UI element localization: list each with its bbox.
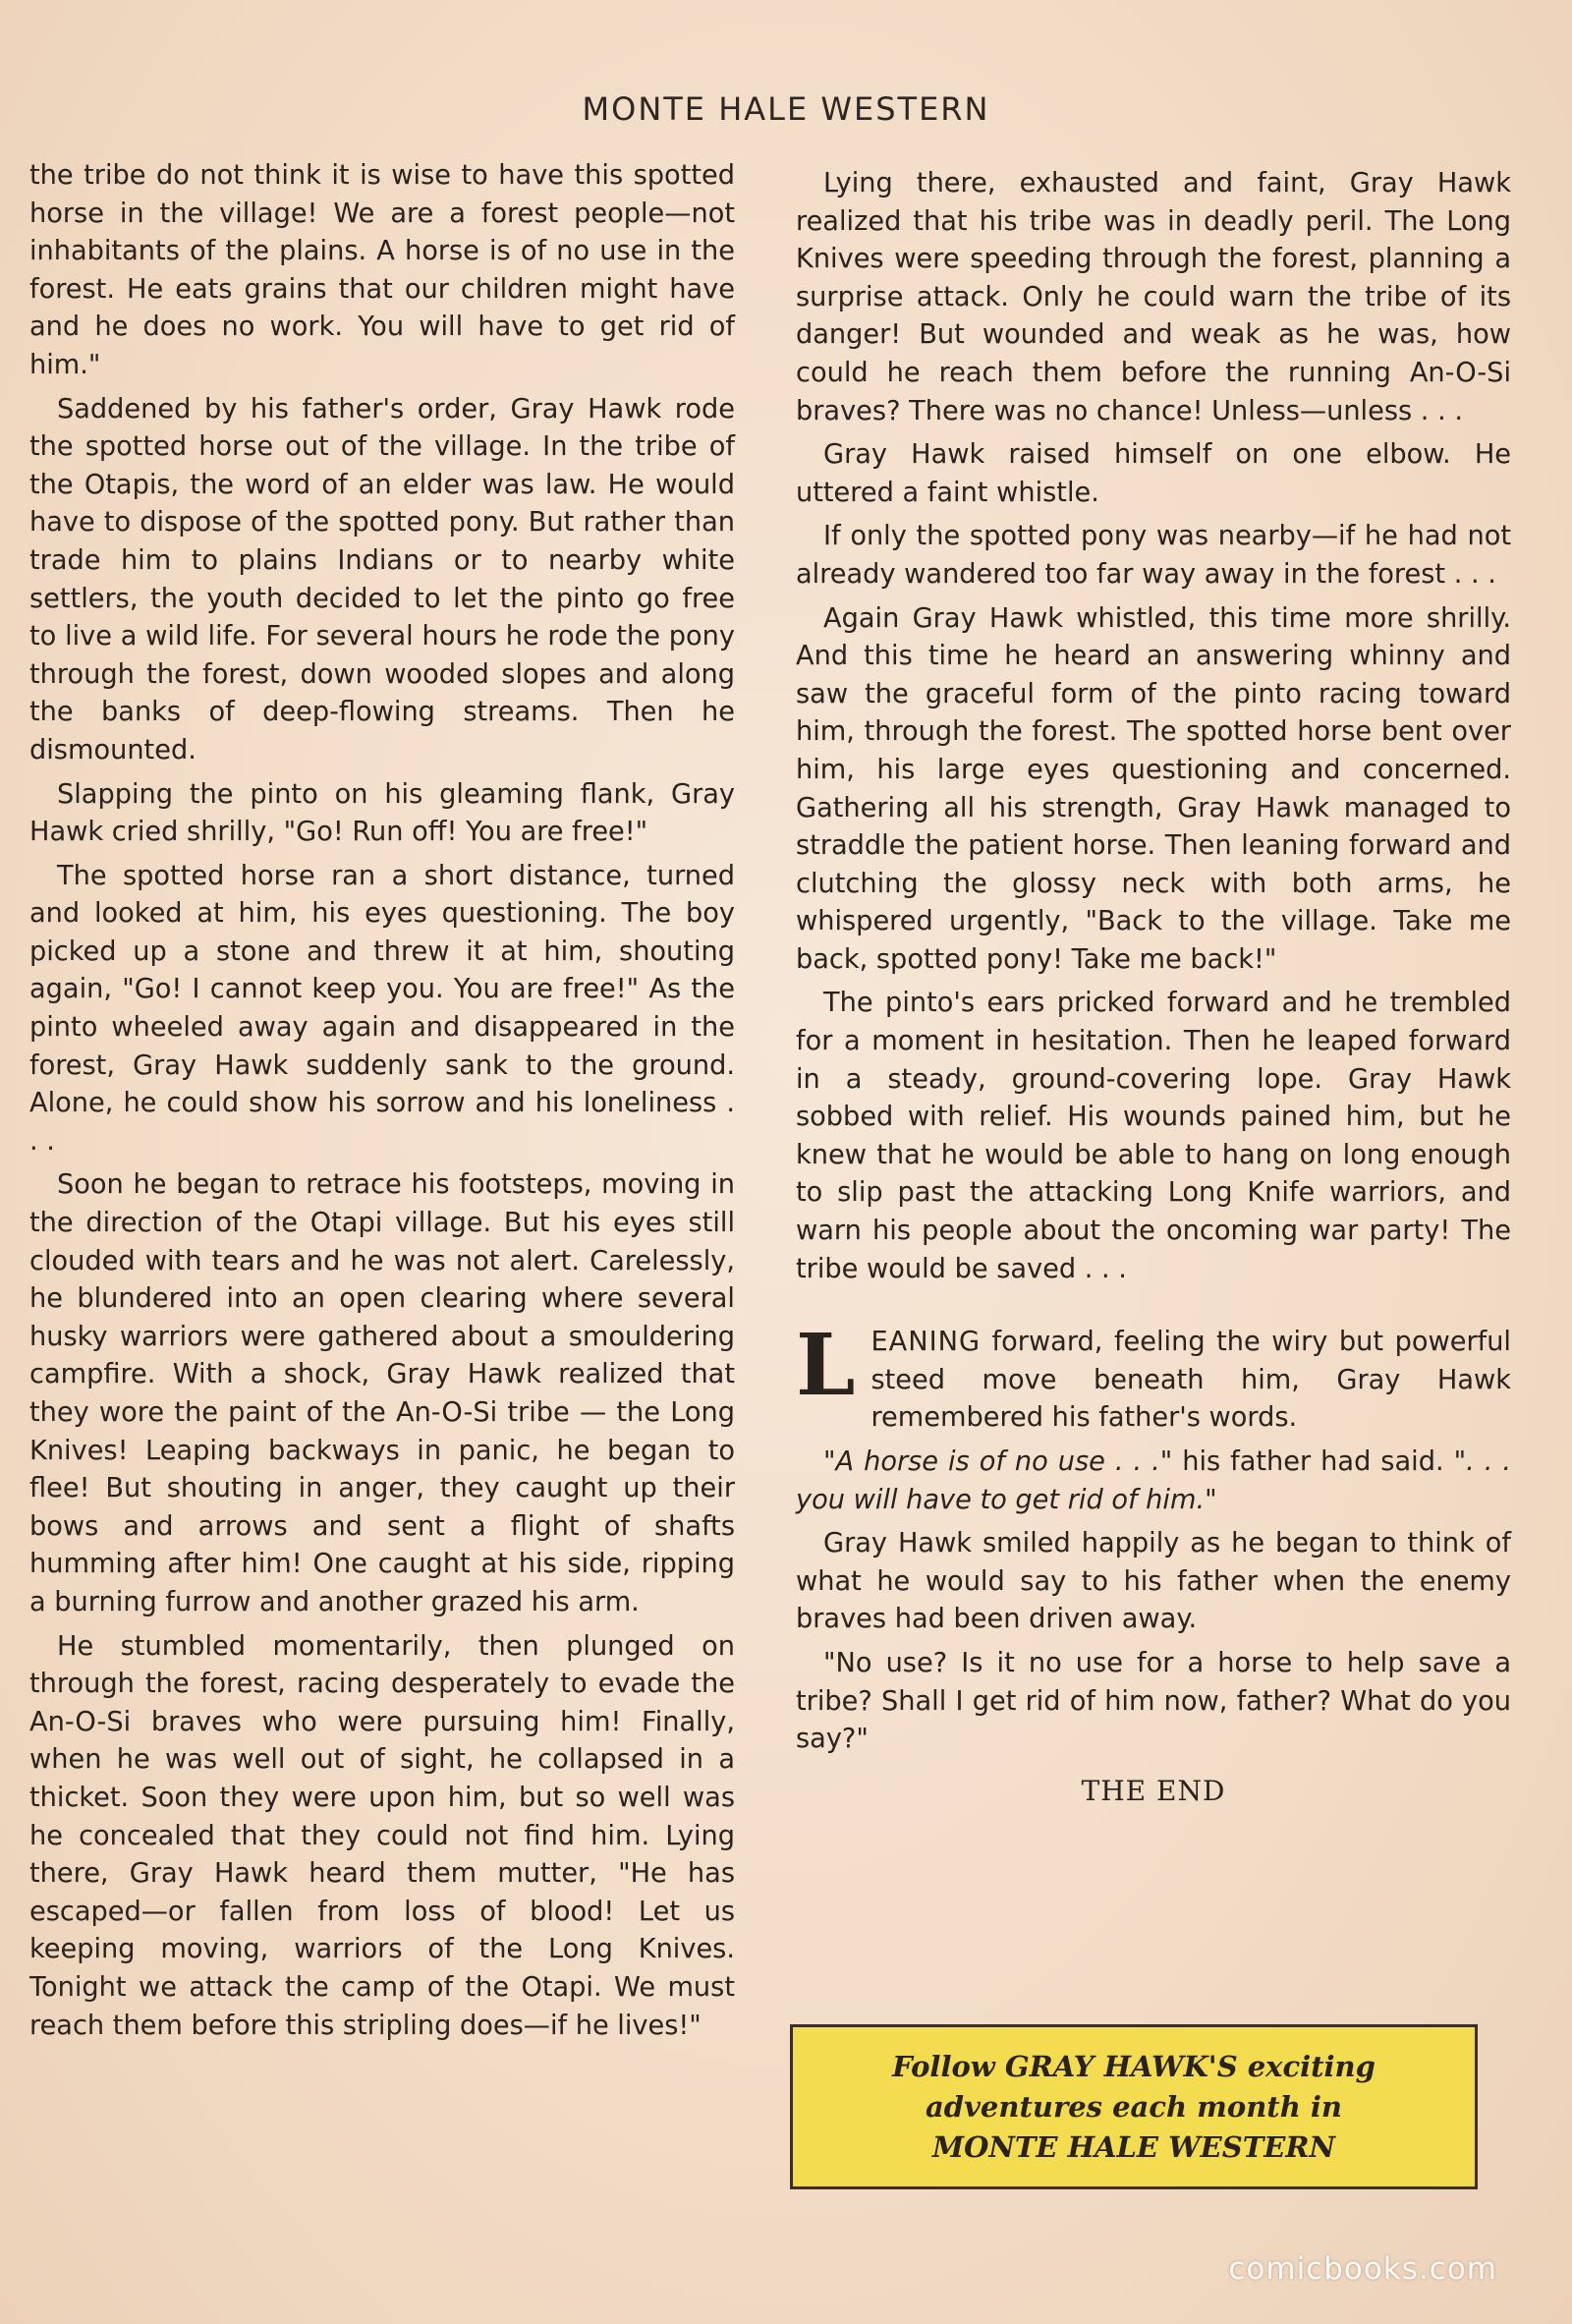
- dropcap-paragraph-text: forward, feeling the wiry but powerful steed move beneath him, Gray Hawk remembered his father's words.: [870, 1327, 1511, 1434]
- paragraph: If only the spotted pony was nearby—if he had not already wandered too far way away in the forest . . .: [796, 521, 1511, 590]
- paragraph: Saddened by his father's order, Gray Hawk rode the spotted horse out of the village. In the tribe of the Otapis, the word of an elder was law. He would have to dispose of the spotted pony. But rather than trade him to plains Indians or to nearby white settlers, the youth decided to let the pinto go free to live a wild life. For several hours he rode the pony through the forest, down wooded slopes and along the banks of deep-flowing streams. Then he dismounted.: [29, 393, 735, 765]
- paragraph: Gray Hawk smiled happily as he began to think of what he would say to his father when the enemy braves had been driven away.: [796, 1528, 1511, 1635]
- paragraph: Soon he began to retrace his footsteps, moving in the direction of the Otapi village. But his eyes still clouded with tears and he was not alert. Carelessly, he blundered into an open clearing where several husky warriors were gathered about a smouldering campfire. With a shock, Gray Hawk realized that they wore the paint of the An-O-Si tribe — the Long Knives! Leaping backways in panic, he began to flee! But shouting in anger, they caught up their bows and arrows and sent a flight of shafts humming after him! One caught at his side, ripping a burning furrow and another grazed his arm.: [29, 1169, 735, 1617]
- left-text-column: [29, 157, 735, 2051]
- drop-cap-letter: L: [796, 1316, 856, 1416]
- promo-line: Follow GRAY HAWK'S exciting: [892, 2049, 1376, 2083]
- italic-quote: "A horse is of no use . . .": [823, 1446, 1173, 1477]
- watermark: comicbooks.com: [1228, 2251, 1497, 2287]
- right-text-column: [796, 165, 1511, 1810]
- paragraph: The spotted horse ran a short distance, turned and looked at him, his eyes questioning. The boy picked up a stone and threw it at him, shouting again, "Go! I cannot keep you. You are free!" As the pinto wheeled away again and disappeared in the forest, Gray Hawk suddenly sank to the ground. Alone, he could show his sorrow and his loneliness . . .: [29, 860, 735, 1157]
- paragraph: Lying there, exhausted and faint, Gray Hawk realized that his tribe was in deadly peril. The Long Knives were speeding through the forest, planning a surprise attack. Only he could warn the tribe of its danger! But wounded and weak as he was, how could he reach them before the running An-O-Si braves? There was no chance! Unless—unless . . .: [796, 168, 1511, 426]
- paragraph: "No use? Is it no use for a horse to help save a tribe? Shall I get rid of him now, father? What do you say?": [796, 1647, 1511, 1755]
- promo-box: [790, 2024, 1478, 2189]
- promo-line: adventures each month in: [926, 2089, 1342, 2124]
- page-header: MONTE HALE WESTERN: [582, 90, 990, 128]
- dropcap-paragraph: [796, 1316, 1511, 1438]
- promo-line: MONTE HALE WESTERN: [931, 2129, 1336, 2164]
- quote-paragraph: [796, 1444, 1511, 1519]
- paragraph: the tribe do not think it is wise to have this spotted horse in the village! We are a forest people—not inhabitants of the plains. A horse is of no use in the forest. He eats grains that our children might have and he does no work. You will have to get rid of him.": [29, 160, 735, 380]
- quote-connector: his father had said.: [1172, 1446, 1454, 1477]
- paragraph: He stumbled momentarily, then plunged on through the forest, racing desperately to evade the An-O-Si braves who were pursuing him! Finally, when he was well out of sight, he collapsed in a thicket. Soon they were upon him, but so well was he concealed that they could not find him. Lying there, Gray Hawk heard them mutter, "He has escaped—or fallen from loss of blood! Let us keeping moving, warriors of the Long Knives. Tonight we attack the camp of the Otapi. We must reach them before this stripling does—if he lives!": [29, 1630, 735, 2041]
- dropcap-caps-word: EANING: [870, 1327, 982, 1358]
- the-end-label: THE END: [1081, 1774, 1226, 1807]
- paragraph: Slapping the pinto on his gleaming flank, Gray Hawk cried shrilly, "Go! Run off! You are free!": [29, 778, 735, 848]
- italic-quote: ". . . you will have to get rid of him.": [796, 1446, 1511, 1515]
- paragraph: The pinto's ears pricked forward and he trembled for a moment in hesitation. Then he leaped forward in a steady, ground-covering lope. Gray Hawk sobbed with relief. His wounds pained him, but he knew that he would be able to hang on long enough to slip past the attacking Long Knife warriors, and warn his people about the oncoming war party! The tribe would be saved . . .: [796, 988, 1511, 1284]
- paragraph: Gray Hawk raised himself on one elbow. He uttered a faint whistle.: [796, 439, 1511, 508]
- paragraph: Again Gray Hawk whistled, this time more shrilly. And this time he heard an answering whinny and saw the graceful form of the pinto racing toward him, through the forest. The spotted horse bent over him, his large eyes questioning and concerned. Gathering all his strength, Gray Hawk managed to straddle the patient horse. Then leaning forward and clutching the glossy neck with both arms, he whispered urgently, "Back to the village. Take me back, spotted pony! Take me back!": [796, 602, 1511, 975]
